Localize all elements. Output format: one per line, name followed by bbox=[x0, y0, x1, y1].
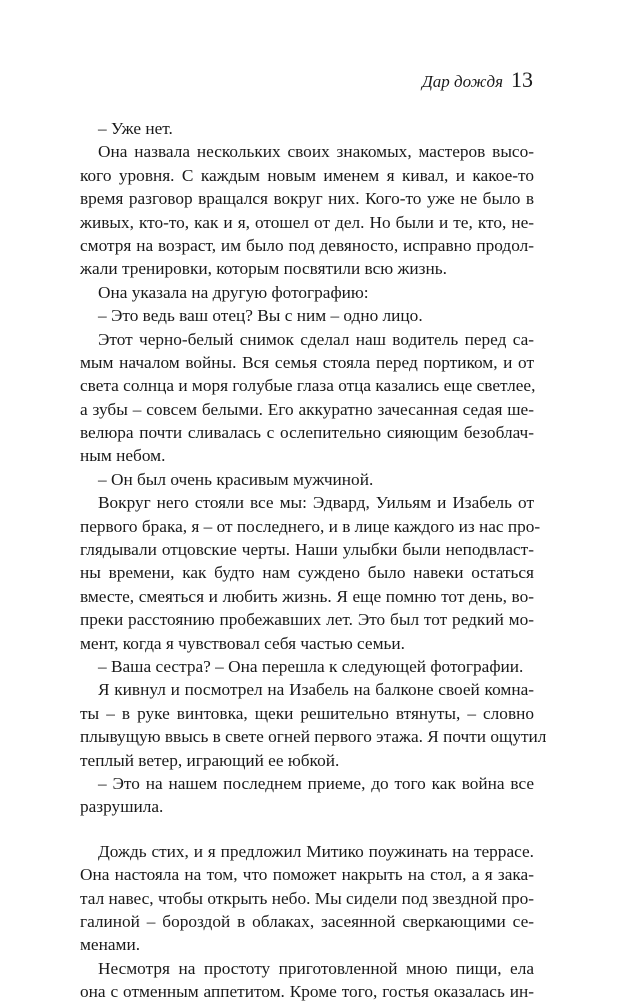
text-line: а зубы – совсем белыми. Его аккуратно зачесанная седая ше- bbox=[80, 399, 534, 419]
text-line: мент, когда я чувствовал себя частью семьи. bbox=[80, 633, 405, 653]
text-line: Вокруг него стояли все мы: Эдвард, Уильям и Изабель от bbox=[98, 493, 534, 513]
section-break bbox=[80, 819, 534, 840]
text-line: Дождь стих, и я предложил Митико поужинать на террасе. bbox=[98, 841, 534, 861]
text-line: менами. bbox=[80, 935, 141, 955]
body-text bbox=[80, 117, 547, 1003]
text-line: – Уже нет. bbox=[98, 119, 173, 138]
text-line: теплый ветер, играющий ее юбкой. bbox=[80, 750, 340, 770]
text-line: мым началом войны. Вся семья стояла перед портиком, и от bbox=[80, 352, 534, 372]
text-line: вместе, смеяться и любить жизнь. Я еще помню тот день, во- bbox=[80, 586, 534, 606]
text-line: галиной – бороздой в облаках, засеянной сверкающими се- bbox=[80, 911, 534, 931]
text-line: ны времени, как будто нам суждено было навеки остаться bbox=[80, 563, 534, 583]
text-line: тал навес, чтобы открыть небо. Мы сидели под звездной про- bbox=[80, 888, 534, 908]
text-line: преки расстоянию пробежавших лет. Это был тот редкий мо- bbox=[80, 610, 534, 630]
text-line: она с отменным аппетитом. Кроме того, гостья оказалась ин- bbox=[80, 982, 534, 1002]
text-line: – Это ведь ваш отец? Вы с ним – одно лицо. bbox=[98, 306, 423, 326]
text-line: велюра почти сливалась с ослепительно сияющим безоблач- bbox=[80, 423, 534, 443]
page-number: 13 bbox=[511, 67, 533, 92]
text-line: – Это на нашем последнем приеме, до того как война все bbox=[98, 773, 534, 793]
text-line: разрушила. bbox=[80, 797, 164, 817]
running-title: Дар дождя bbox=[421, 72, 503, 91]
text-line: плывущую ввысь в свете огней первого этажа. Я почти ощутил bbox=[80, 727, 547, 747]
text-line: жали тренировки, которым посвятили всю жизнь. bbox=[80, 259, 447, 279]
running-header bbox=[422, 66, 533, 97]
text-line: – Ваша сестра? – Она перешла к следующей фотографии. bbox=[98, 656, 524, 676]
text-line: первого брака, я – от последнего, и в лице каждого из нас про- bbox=[80, 516, 541, 536]
text-line: Я кивнул и посмотрел на Изабель на балконе своей комна- bbox=[98, 680, 534, 700]
text-line: живых, кто-то, как и я, отошел от дел. Но были и те, кто, не- bbox=[80, 212, 534, 232]
text-line: смотря на возраст, им было под девяносто, исправно продол- bbox=[80, 235, 534, 255]
text-line: Она назвала нескольких своих знакомых, мастеров высо- bbox=[98, 142, 534, 162]
text-line: света солнца и моря голубые глаза отца казались еще светлее, bbox=[80, 376, 536, 396]
text-line: время разговор вращался вокруг них. Кого-то уже не было в bbox=[80, 189, 534, 209]
text-line: – Он был очень красивым мужчиной. bbox=[98, 469, 374, 489]
text-line: ным небом. bbox=[80, 446, 166, 466]
text-line: ты – в руке винтовка, щеки решительно втянуты, – словно bbox=[80, 703, 534, 723]
text-line: глядывали отцовские черты. Наши улыбки были неподвласт- bbox=[80, 540, 534, 560]
text-line: Она настояла на том, что поможет накрыть на стол, а я зака- bbox=[80, 865, 534, 885]
text-line: Она указала на другую фотографию: bbox=[98, 282, 369, 302]
text-line: кого уровня. С каждым новым именем я кивал, и какое-то bbox=[80, 165, 534, 185]
text-line: Несмотря на простоту приготовленной мною пищи, ела bbox=[98, 958, 534, 978]
text-line: Этот черно-белый снимок сделал наш водитель перед са- bbox=[98, 329, 534, 349]
